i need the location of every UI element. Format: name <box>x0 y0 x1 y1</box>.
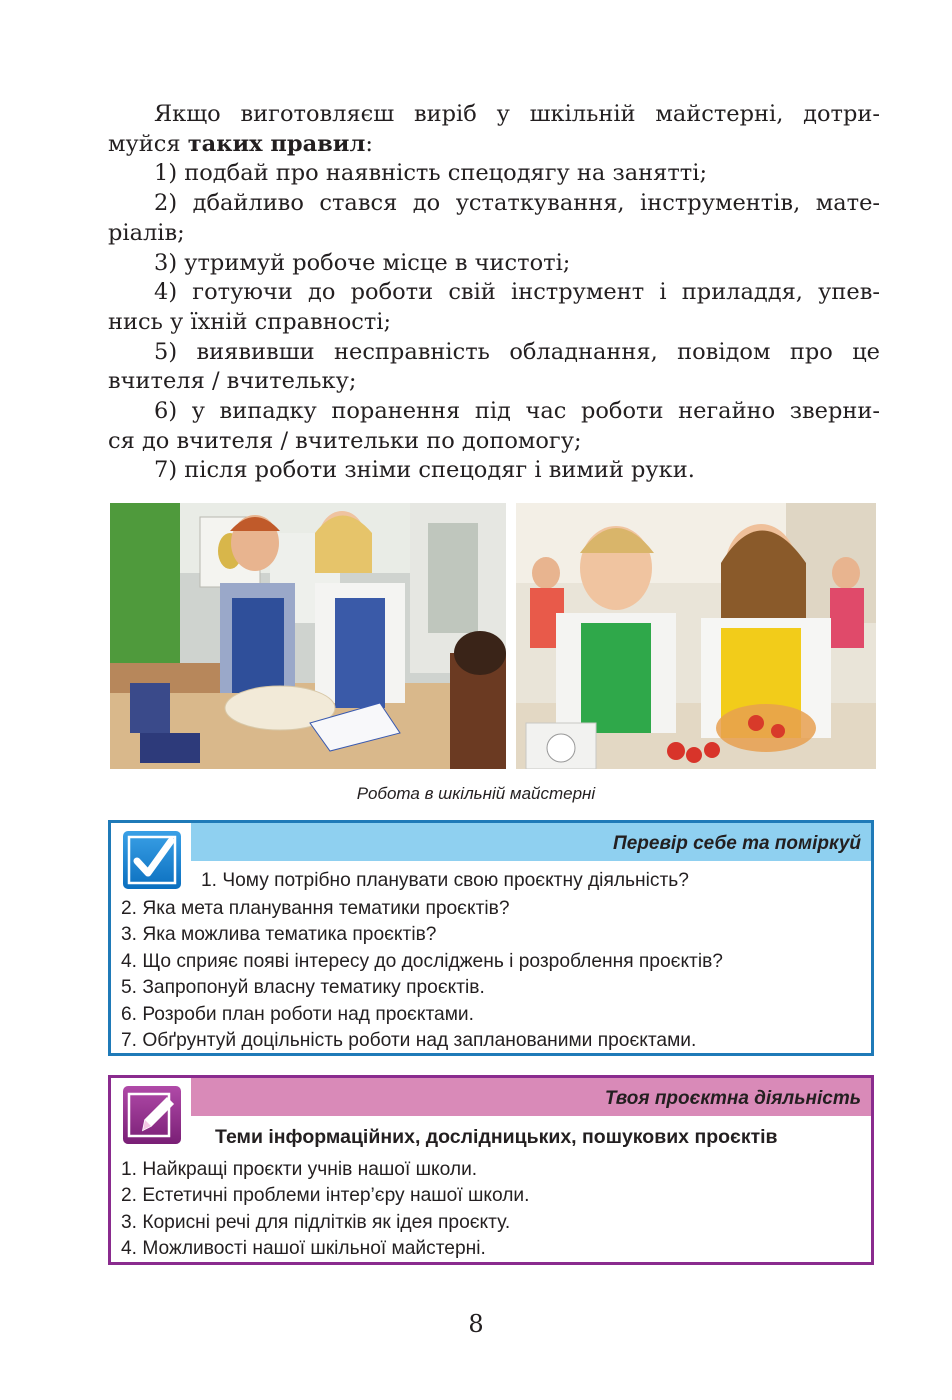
rules-emphasis: таких правил <box>187 130 366 157</box>
question-list <box>121 896 863 1054</box>
rule-item: 2) дбайливо стався до устаткування, інструментів, мате- <box>154 190 880 217</box>
photo-caption: Робота в шкільній майстерні <box>356 784 596 803</box>
kitchen-photo-right <box>516 503 876 769</box>
rule-item: 7) після роботи зніми спецодяг і вимий руки. <box>154 457 695 484</box>
pencil-icon <box>123 1086 181 1144</box>
project-topic-list <box>121 1157 863 1263</box>
project-topic-item: 1. Найкращі проєкти учнів нашої школи. <box>121 1159 478 1180</box>
intro-line: Якщо виготовляєш виріб у шкільній майстерні, дотри- <box>154 101 880 127</box>
question-item: 6. Розроби план роботи над проєктами. <box>121 1003 474 1025</box>
project-activity-title: Твоя проєктна діяльність <box>191 1078 871 1116</box>
page-number: 8 <box>468 1310 484 1338</box>
rule-item-continuation: ріалів; <box>108 219 185 246</box>
rule-item: 3) утримуй робоче місце в чистоті; <box>154 249 571 276</box>
rule-item: 5) виявивши несправність обладнання, повідом про це <box>154 338 880 365</box>
question-item: 4. Що сприяє появі інтересу до досліджень і розроблення проєктів? <box>121 950 723 972</box>
workshop-photo-left <box>110 503 506 769</box>
rule-item: 4) готуючи до роботи свій інструмент і приладдя, упев- <box>154 279 880 306</box>
rule-item-continuation: ся до вчителя / вчительки по допомогу; <box>108 427 582 454</box>
project-topic-item: 2. Естетичні проблеми інтер’єру нашої школи. <box>121 1185 530 1207</box>
question-item: 7. Обґрунтуй доцільність роботи над запланованими проєктами. <box>121 1030 697 1052</box>
check-yourself-title: Перевір себе та поміркуй <box>191 823 871 861</box>
rule-item-continuation: вчителя / вчительку; <box>108 368 357 395</box>
question-item: 3. Яка можлива тематика проєктів? <box>121 924 437 946</box>
project-topic-item: 4. Можливості нашої шкільної майстерні. <box>121 1238 486 1260</box>
question-item: 2. Яка мета планування тематики проєктів? <box>121 898 510 919</box>
project-topic-item: 3. Корисні речі для підлітків як ідея проєкту. <box>121 1211 511 1233</box>
rule-item: 6) у випадку поранення під час роботи негайно зверни- <box>154 398 880 425</box>
question-item: 1. Чому потрібно планувати свою проєктну діяльність? <box>201 870 689 891</box>
project-topics-heading: Теми інформаційних, дослідницьких, пошукових проєктів <box>215 1126 778 1148</box>
project-activity-box <box>108 1075 874 1265</box>
question-item: 5. Запропонуй власну тематику проєктів. <box>121 977 485 999</box>
rule-item: 1) подбай про наявність спецодягу на занятті; <box>154 160 708 187</box>
intro-line: муйся таких правил: <box>108 130 373 157</box>
rule-item-continuation: нись у їхній справності; <box>108 308 392 335</box>
check-yourself-box <box>108 820 874 1056</box>
checkmark-icon <box>123 831 181 889</box>
body-text <box>108 100 880 486</box>
